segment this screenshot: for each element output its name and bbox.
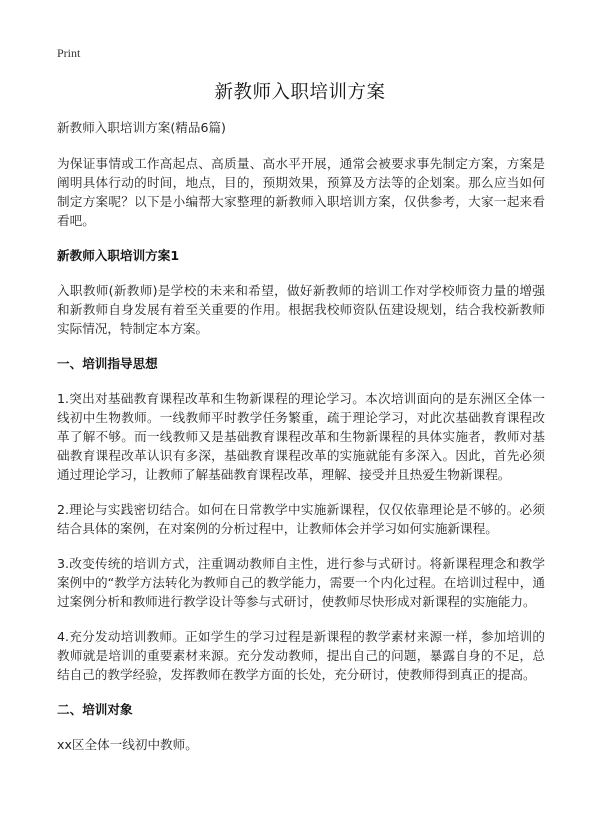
part2-heading: 二、培训对象 — [57, 702, 133, 717]
guideline-item-4: 4.充分发动培训教师。正如学生的学习过程是新课程的教学素材来源一样，参加培训的教师就是培训的重要素材来源。充分发动教师，提出自己的问题，暴露自身的不足，总结自己的教学经验，发挥教师在教学方面的长处，充分研讨，使教师得到真正的提高。 — [57, 629, 545, 682]
document-body — [57, 118, 545, 770]
document-subtitle: 新教师入职培训方案(精品6篇) — [57, 120, 226, 135]
guideline-item-2: 2.理论与实践密切结合。如何在日常教学中实施新课程，仅仅依靠理论是不够的。必须结合具体的案例，在对案例的分析过程中，让教师体会并学习如何实施新课程。 — [57, 502, 545, 536]
intro-paragraph: 为保证事情或工作高起点、高质量、高水平开展，通常会被要求事先制定方案，方案是阐明具体行动的时间，地点，目的，预期效果，预算及方法等的企划案。那么应当如何制定方案呢？以下是小编帮大家整理的新教师入职培训方案，仅供参考，大家一起来看看吧。 — [57, 156, 545, 228]
guideline-item-1: 1.突出对基础教育课程改革和生物新课程的理论学习。本次培训面向的是东洲区全体一线初中生物教师。一线教师平时教学任务繁重，疏于理论学习，对此次基础教育课程改革了解不够。而一线教师又是基础教育课程改革和生物新课程的具体实施者，教师对基础教育课程改革认识有多深，基础教育课程改革的实施就能有多深入。因此，首先必须通过理论学习，让教师了解基础教育课程改革，理解、接受并且热爱生物新课程。 — [57, 391, 545, 482]
part1-heading: 一、培训指导思想 — [57, 356, 158, 371]
section1-intro-paragraph: 入职教师(新教师)是学校的未来和希望，做好新教师的培训工作对学校师资力量的增强和新教师自身发展有着至关重要的作用。根据我校师资队伍建设规划，结合我校新教师实际情况，特制定本方案。 — [57, 283, 545, 336]
part2-paragraph: xx区全体一线初中教师。 — [57, 737, 198, 752]
print-label[interactable]: Print — [57, 46, 81, 60]
guideline-item-3: 3.改变传统的培训方式，注重调动教师自主性，进行参与式研讨。将新课程理念和教学案例中的“教学方法转化为教师自己的教学能力，需要一个内化过程。在培训过程中，通过案例分析和教师进行教学设计等参与式研讨，使教师尽快形成对新课程的实施能力。 — [57, 556, 545, 609]
section1-heading: 新教师入职培训方案1 — [57, 248, 180, 263]
document-title: 新教师入职培训方案 — [214, 82, 386, 103]
